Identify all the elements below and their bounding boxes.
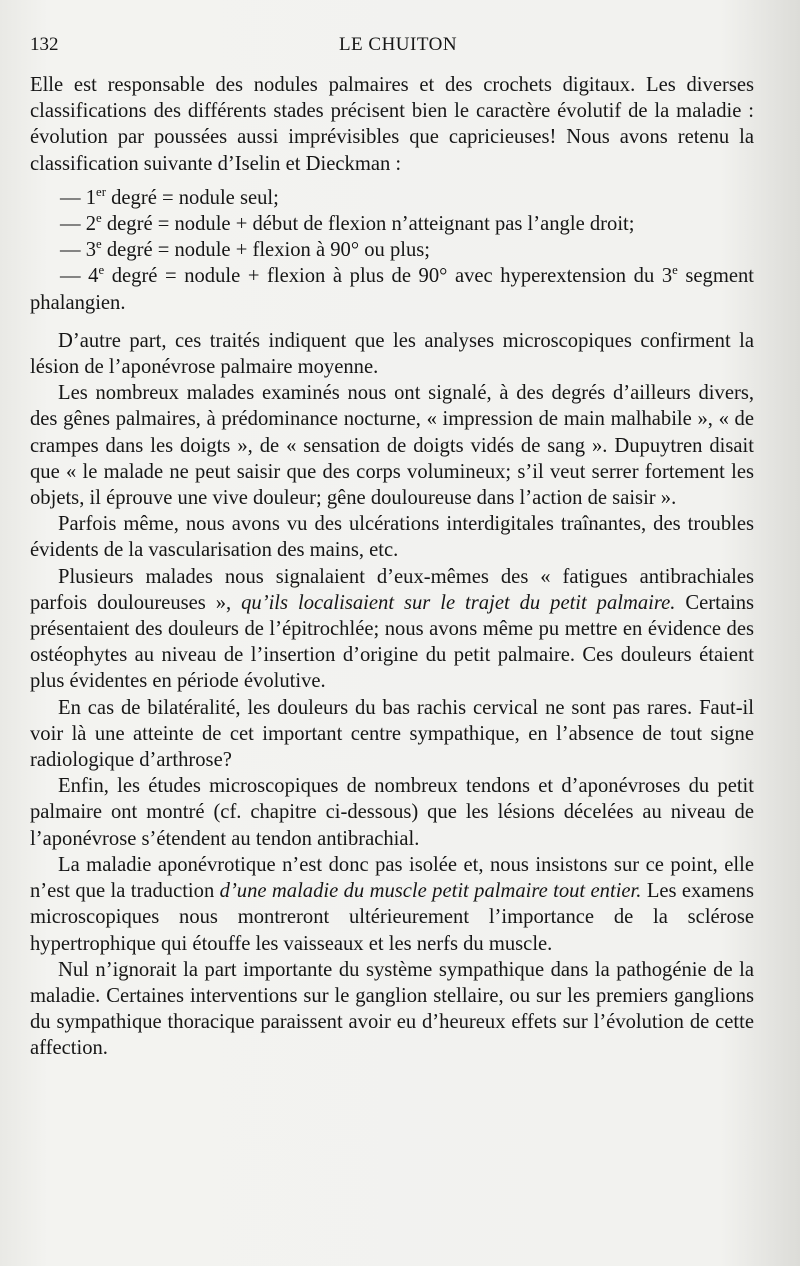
paragraph: Elle est responsable des nodules palmaires et des crochets digitaux. Les diverses classifications des différents stades précisent bien le caractère évolutif de la maladie : évolution par poussées aussi imprévisibles que capricieuses! Nous avons retenu la classification suivante d’Iselin et Dieckman :: [30, 74, 754, 175]
paragraph: Les nombreux malades examinés nous ont signalé, à des degrés d’ailleurs divers, des gênes palmaires, à prédominance nocturne, « impression de main malhabile », « de crampes dans les doigts », de « sensation de doigts vidés de sang ». Dupuytren disait que « le malade ne peut saisir que des corps volumineux; s’il veut serrer fortement les objets, il éprouve une vive douleur; gêne douloureuse dans l’action de saisir ».: [30, 382, 754, 510]
list-item: — 2e degré = nodule + début de flexion n’atteignant pas l’angle droit;: [60, 211, 635, 236]
paragraph: En cas de bilatéralité, les douleurs du bas rachis cervical ne sont pas rares. Faut-il voir là une atteinte de cet important centre sympathique, en l’absence de tout signe radiologique d’arthrose?: [30, 696, 754, 772]
italic-phrase: d’une maladie du muscle petit palmaire tout entier.: [219, 880, 642, 903]
page-number: 132: [30, 34, 59, 55]
paragraph: Enfin, les études microscopiques de nombreux tendons et d’aponévroses du petit palmaire ont montré (cf. chapitre ci-dessous) que les lésions décelées au niveau de l’aponévrose s’étendent au tendon antibrachial.: [30, 775, 754, 850]
page-header: [28, 34, 768, 62]
list-item: — 1er degré = nodule seul;: [60, 184, 279, 209]
paragraph: Plusieurs malades nous signalaient d’eux-mêmes des « fatigues antibrachiales parfois douloureuses », qu’ils localisaient sur le trajet du petit palmaire. Certains présentaient des douleurs de l’épitrochlée; nous avons même pu mettre en évidence des ostéophytes au niveau de l’insertion d’origine du petit palmaire. Ces douleurs étaient plus évidentes en période évolutive.: [30, 565, 755, 693]
paragraph: Nul n’ignorait la part importante du système sympathique dans la pathogénie de la maladie. Certaines interventions sur le ganglion stellaire, ou sur les premiers ganglions du sympathique thoracique paraissent avoir eu d’heureux effets sur l’évolution de cette affection.: [30, 958, 754, 1060]
italic-phrase: qu’ils localisaient sur le trajet du petit palmaire.: [241, 591, 676, 614]
paragraph: D’autre part, ces traités indiquent que les analyses microscopiques confirment la lésion de l’aponévrose palmaire moyenne.: [30, 329, 754, 379]
list-item: — 4e degré = nodule + flexion à plus de 90° avec hyperextension du 3e segment phalangien.: [30, 263, 755, 314]
running-title: LE CHUITON: [338, 34, 458, 55]
paragraph: La maladie aponévrotique n’est donc pas isolée et, nous insistons sur ce point, elle n’est que la traduction d’une maladie du muscle petit palmaire tout entier. Les examens microscopiques nous montreront ultérieurement l’importance de la sclérose hypertrophique qui étouffe les vaisseaux et les nerfs du muscle.: [30, 853, 754, 955]
body-text: [30, 72, 754, 1062]
list-item: — 3e degré = nodule + flexion à 90° ou plus;: [60, 237, 431, 262]
paragraph: Parfois même, nous avons vu des ulcérations interdigitales traînantes, des troubles évidents de la vascularisation des mains, etc.: [30, 513, 754, 562]
